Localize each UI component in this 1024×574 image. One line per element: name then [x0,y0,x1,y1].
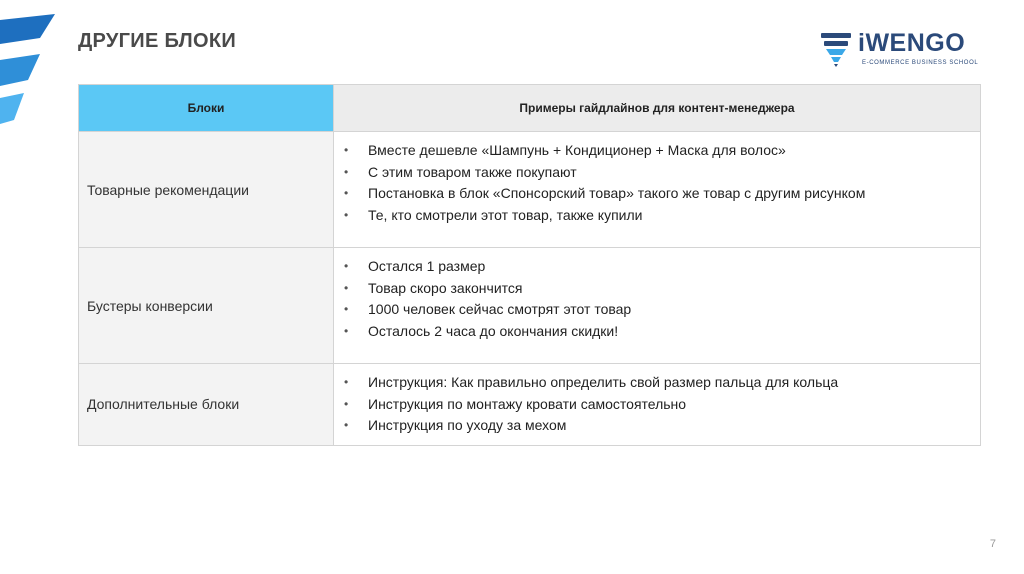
corner-stripes-decoration [0,0,60,130]
logo-funnel-icon [818,29,854,69]
bullet-icon: • [344,280,349,295]
table-row [79,364,981,446]
logo-wordmark: iWENGO [858,29,966,57]
bullet-icon: • [344,418,349,432]
page-number: 7 [989,538,996,550]
list-item [342,394,980,416]
bullet-icon: • [344,164,349,179]
list-item [342,205,980,227]
bullet-icon: • [344,143,349,157]
bullet-icon: • [344,375,349,389]
header-blocks: Блоки [79,85,334,132]
table-row [79,248,981,364]
list-item [342,140,980,162]
list-item-text: Осталось 2 часа до окончания скидки! [368,322,619,339]
list-item [342,415,980,437]
list-item [342,183,980,205]
list-item-text: 1000 человек сейчас смотрят этот товар [368,301,632,317]
list-item [342,321,980,343]
row-name: Бустеры конверсии [79,248,334,364]
header-examples: Примеры гайдлайнов для контент-менеджера [334,85,981,132]
list-item-text: Вместе дешевле «Шампунь + Кондиционер + Маска для волос» [368,142,786,158]
bullet-icon: • [344,302,349,316]
row-examples [334,364,981,446]
iwengo-logo [818,27,988,73]
list-item [342,162,980,184]
guidelines-table [78,84,981,446]
bullet-icon: • [344,396,349,411]
list-item [342,372,980,394]
list-item-text: Инструкция по уходу за мехом [368,417,567,433]
logo-tagline: E-COMMERCE BUSINESS SCHOOL [862,60,979,66]
bullet-list [342,256,980,342]
table-row [79,132,981,248]
list-item [342,278,980,300]
list-item-text: С этим товаром также покупают [368,163,577,180]
list-item [342,256,980,278]
list-item-text: Остался 1 размер [368,258,486,274]
row-name: Товарные рекомендации [79,132,334,248]
list-item [342,299,980,321]
row-examples [334,248,981,364]
list-item-text: Инструкция по монтажу кровати самостоятельно [368,395,687,412]
table-header-row [79,85,981,132]
slide-title: ДРУГИЕ БЛОКИ [78,30,237,52]
row-examples [334,132,981,248]
list-item-text: Те, кто смотрели этот товар, также купили [368,206,643,223]
bullet-list [342,140,980,226]
bullet-icon: • [344,207,349,222]
bullet-icon: • [344,186,349,200]
bullet-list [342,372,980,437]
list-item-text: Постановка в блок «Спонсорский товар» такого же товар с другим рисунком [368,185,866,201]
list-item-text: Инструкция: Как правильно определить свой размер пальца для кольца [368,374,839,390]
row-name: Дополнительные блоки [79,364,334,446]
bullet-icon: • [344,323,349,338]
bullet-icon: • [344,259,349,273]
list-item-text: Товар скоро закончится [368,279,523,296]
